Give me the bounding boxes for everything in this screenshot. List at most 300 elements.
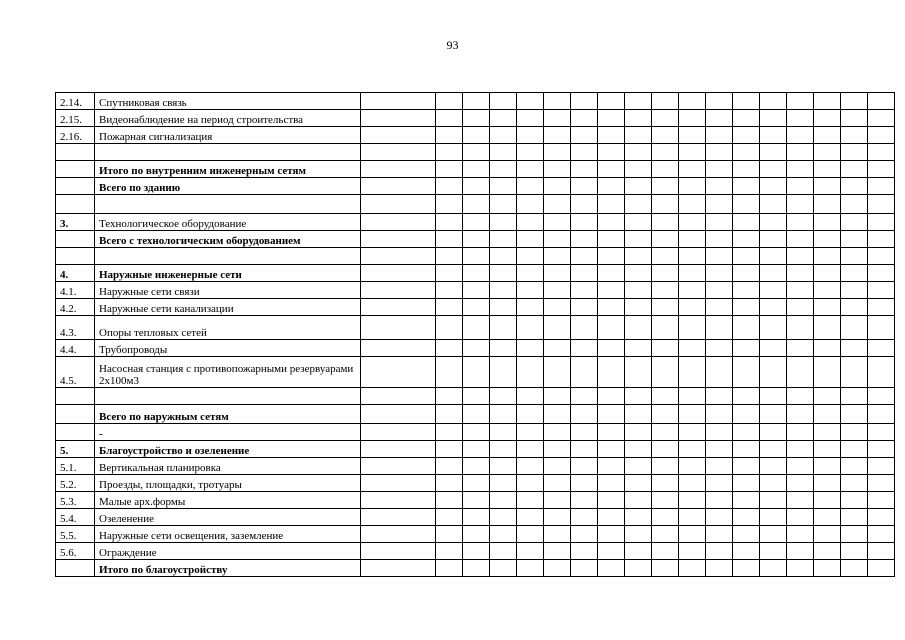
- value-cell: [463, 405, 490, 424]
- value-cell: [490, 127, 517, 144]
- value-cell: [571, 492, 598, 509]
- value-cell: [571, 543, 598, 560]
- value-cell: [544, 424, 571, 441]
- value-cell: [625, 543, 652, 560]
- value-cell: [868, 340, 895, 357]
- value-cell: [706, 526, 733, 543]
- table-row: [56, 214, 895, 231]
- value-cell: [868, 265, 895, 282]
- value-cell: [733, 340, 760, 357]
- value-cell: [679, 388, 706, 405]
- value-cell: [625, 299, 652, 316]
- row-name: [95, 195, 361, 214]
- value-cell: [841, 357, 868, 388]
- row-name: Итого по внутренним инженерным сетям: [95, 161, 361, 178]
- value-cell: [544, 231, 571, 248]
- value-cell: [598, 282, 625, 299]
- row-name: [95, 388, 361, 405]
- value-cell: [544, 144, 571, 161]
- table-row: [56, 405, 895, 424]
- value-cell: [760, 110, 787, 127]
- value-cell: [625, 144, 652, 161]
- value-cell: [361, 265, 436, 282]
- row-number: 4.4.: [56, 340, 95, 357]
- value-cell: [490, 248, 517, 265]
- value-cell: [868, 424, 895, 441]
- value-cell: [463, 214, 490, 231]
- value-cell: [868, 299, 895, 316]
- value-cell: [490, 110, 517, 127]
- value-cell: [814, 526, 841, 543]
- row-name: Спутниковая связь: [95, 93, 361, 110]
- value-cell: [868, 405, 895, 424]
- value-cell: [760, 475, 787, 492]
- value-cell: [436, 475, 463, 492]
- value-cell: [490, 231, 517, 248]
- value-cell: [436, 340, 463, 357]
- value-cell: [517, 388, 544, 405]
- row-number: [56, 161, 95, 178]
- value-cell: [787, 144, 814, 161]
- value-cell: [436, 357, 463, 388]
- value-cell: [361, 509, 436, 526]
- row-name: Всего с технологическим оборудованием: [95, 231, 361, 248]
- value-cell: [598, 340, 625, 357]
- value-cell: [463, 178, 490, 195]
- value-cell: [463, 282, 490, 299]
- value-cell: [679, 231, 706, 248]
- value-cell: [760, 93, 787, 110]
- value-cell: [706, 265, 733, 282]
- value-cell: [361, 195, 436, 214]
- value-cell: [841, 282, 868, 299]
- value-cell: [436, 282, 463, 299]
- value-cell: [814, 214, 841, 231]
- value-cell: [733, 492, 760, 509]
- value-cell: [463, 316, 490, 340]
- value-cell: [733, 299, 760, 316]
- value-cell: [652, 458, 679, 475]
- value-cell: [733, 110, 760, 127]
- value-cell: [652, 127, 679, 144]
- value-cell: [760, 405, 787, 424]
- row-name: Наружные сети связи: [95, 282, 361, 299]
- value-cell: [652, 282, 679, 299]
- value-cell: [760, 316, 787, 340]
- row-number: 5.6.: [56, 543, 95, 560]
- value-cell: [436, 543, 463, 560]
- table-row: [56, 475, 895, 492]
- value-cell: [517, 357, 544, 388]
- value-cell: [760, 526, 787, 543]
- value-cell: [436, 231, 463, 248]
- value-cell: [544, 110, 571, 127]
- table-row: [56, 231, 895, 248]
- value-cell: [436, 441, 463, 458]
- value-cell: [868, 214, 895, 231]
- value-cell: [598, 195, 625, 214]
- value-cell: [652, 178, 679, 195]
- value-cell: [706, 388, 733, 405]
- value-cell: [571, 405, 598, 424]
- value-cell: [490, 316, 517, 340]
- value-cell: [733, 458, 760, 475]
- value-cell: [544, 195, 571, 214]
- value-cell: [571, 458, 598, 475]
- value-cell: [625, 405, 652, 424]
- value-cell: [814, 543, 841, 560]
- row-number: 5.1.: [56, 458, 95, 475]
- value-cell: [463, 195, 490, 214]
- value-cell: [760, 127, 787, 144]
- value-cell: [814, 340, 841, 357]
- value-cell: [787, 492, 814, 509]
- value-cell: [517, 475, 544, 492]
- value-cell: [652, 560, 679, 577]
- value-cell: [679, 458, 706, 475]
- row-name: Технологическое оборудование: [95, 214, 361, 231]
- row-number: 4.3.: [56, 316, 95, 340]
- value-cell: [625, 492, 652, 509]
- value-cell: [760, 560, 787, 577]
- value-cell: [706, 492, 733, 509]
- value-cell: [517, 526, 544, 543]
- value-cell: [868, 231, 895, 248]
- value-cell: [436, 458, 463, 475]
- value-cell: [679, 144, 706, 161]
- value-cell: [679, 316, 706, 340]
- value-cell: [760, 178, 787, 195]
- value-cell: [625, 93, 652, 110]
- value-cell: [787, 248, 814, 265]
- row-name: Наружные сети канализации: [95, 299, 361, 316]
- value-cell: [706, 475, 733, 492]
- value-cell: [625, 248, 652, 265]
- value-cell: [625, 282, 652, 299]
- value-cell: [652, 388, 679, 405]
- value-cell: [436, 214, 463, 231]
- row-name: Опоры тепловых сетей: [95, 316, 361, 340]
- value-cell: [625, 178, 652, 195]
- value-cell: [787, 231, 814, 248]
- value-cell: [733, 93, 760, 110]
- value-cell: [787, 424, 814, 441]
- value-cell: [814, 195, 841, 214]
- value-cell: [517, 458, 544, 475]
- value-cell: [706, 144, 733, 161]
- value-cell: [679, 340, 706, 357]
- value-cell: [571, 340, 598, 357]
- value-cell: [814, 388, 841, 405]
- row-name: Благоустройство и озеленение: [95, 441, 361, 458]
- value-cell: [706, 357, 733, 388]
- value-cell: [517, 231, 544, 248]
- value-cell: [361, 424, 436, 441]
- value-cell: [679, 195, 706, 214]
- value-cell: [760, 458, 787, 475]
- value-cell: [490, 509, 517, 526]
- value-cell: [361, 441, 436, 458]
- value-cell: [814, 357, 841, 388]
- value-cell: [361, 475, 436, 492]
- value-cell: [652, 340, 679, 357]
- value-cell: [679, 214, 706, 231]
- value-cell: [841, 265, 868, 282]
- row-number: 4.5.: [56, 357, 95, 388]
- value-cell: [625, 526, 652, 543]
- value-cell: [463, 424, 490, 441]
- value-cell: [841, 93, 868, 110]
- value-cell: [679, 299, 706, 316]
- value-cell: [598, 248, 625, 265]
- row-number: [56, 231, 95, 248]
- value-cell: [706, 127, 733, 144]
- value-cell: [787, 526, 814, 543]
- value-cell: [868, 492, 895, 509]
- value-cell: [571, 509, 598, 526]
- value-cell: [868, 441, 895, 458]
- table-row: [56, 282, 895, 299]
- value-cell: [598, 509, 625, 526]
- value-cell: [787, 127, 814, 144]
- value-cell: [544, 388, 571, 405]
- table-row: [56, 144, 895, 161]
- value-cell: [679, 543, 706, 560]
- row-name: Озеленение: [95, 509, 361, 526]
- value-cell: [814, 475, 841, 492]
- table-row: [56, 195, 895, 214]
- row-number: [56, 405, 95, 424]
- value-cell: [436, 161, 463, 178]
- value-cell: [490, 265, 517, 282]
- value-cell: [868, 475, 895, 492]
- value-cell: [436, 110, 463, 127]
- value-cell: [571, 93, 598, 110]
- value-cell: [679, 282, 706, 299]
- value-cell: [868, 357, 895, 388]
- value-cell: [733, 509, 760, 526]
- value-cell: [517, 93, 544, 110]
- table-row: [56, 248, 895, 265]
- value-cell: [868, 93, 895, 110]
- value-cell: [361, 526, 436, 543]
- row-number: 4.1.: [56, 282, 95, 299]
- value-cell: [841, 458, 868, 475]
- value-cell: [706, 282, 733, 299]
- row-number: 5.3.: [56, 492, 95, 509]
- value-cell: [706, 560, 733, 577]
- value-cell: [571, 282, 598, 299]
- value-cell: [652, 248, 679, 265]
- value-cell: [814, 178, 841, 195]
- value-cell: [841, 405, 868, 424]
- value-cell: [706, 161, 733, 178]
- value-cell: [652, 161, 679, 178]
- value-cell: [652, 405, 679, 424]
- value-cell: [544, 93, 571, 110]
- value-cell: [841, 388, 868, 405]
- value-cell: [436, 509, 463, 526]
- value-cell: [490, 424, 517, 441]
- value-cell: [625, 424, 652, 441]
- value-cell: [760, 340, 787, 357]
- value-cell: [841, 214, 868, 231]
- value-cell: [571, 110, 598, 127]
- table-row: [56, 492, 895, 509]
- value-cell: [841, 475, 868, 492]
- row-number: [56, 388, 95, 405]
- value-cell: [571, 248, 598, 265]
- row-number: [56, 195, 95, 214]
- value-cell: [760, 161, 787, 178]
- value-cell: [436, 248, 463, 265]
- value-cell: [706, 93, 733, 110]
- value-cell: [868, 178, 895, 195]
- value-cell: [544, 441, 571, 458]
- value-cell: [679, 248, 706, 265]
- value-cell: [625, 161, 652, 178]
- value-cell: [652, 195, 679, 214]
- value-cell: [625, 357, 652, 388]
- row-name: [95, 144, 361, 161]
- value-cell: [787, 161, 814, 178]
- value-cell: [787, 458, 814, 475]
- value-cell: [868, 316, 895, 340]
- table-row: [56, 340, 895, 357]
- value-cell: [733, 441, 760, 458]
- value-cell: [463, 340, 490, 357]
- value-cell: [760, 195, 787, 214]
- value-cell: [625, 127, 652, 144]
- value-cell: [598, 492, 625, 509]
- value-cell: [517, 178, 544, 195]
- value-cell: [787, 543, 814, 560]
- value-cell: [787, 560, 814, 577]
- value-cell: [679, 127, 706, 144]
- value-cell: [598, 214, 625, 231]
- row-number: [56, 560, 95, 577]
- value-cell: [706, 543, 733, 560]
- value-cell: [625, 265, 652, 282]
- value-cell: [814, 509, 841, 526]
- value-cell: [814, 265, 841, 282]
- value-cell: [679, 110, 706, 127]
- value-cell: [706, 231, 733, 248]
- value-cell: [652, 357, 679, 388]
- row-name: Всего по наружным сетям: [95, 405, 361, 424]
- value-cell: [814, 405, 841, 424]
- value-cell: [679, 492, 706, 509]
- value-cell: [361, 299, 436, 316]
- value-cell: [652, 492, 679, 509]
- row-name: Всего по зданию: [95, 178, 361, 195]
- value-cell: [652, 265, 679, 282]
- value-cell: [652, 475, 679, 492]
- value-cell: [436, 178, 463, 195]
- value-cell: [598, 299, 625, 316]
- value-cell: [490, 282, 517, 299]
- value-cell: [361, 388, 436, 405]
- value-cell: [679, 475, 706, 492]
- value-cell: [814, 441, 841, 458]
- value-cell: [814, 299, 841, 316]
- value-cell: [652, 93, 679, 110]
- value-cell: [517, 316, 544, 340]
- value-cell: [841, 248, 868, 265]
- value-cell: [598, 543, 625, 560]
- value-cell: [463, 144, 490, 161]
- value-cell: [598, 265, 625, 282]
- value-cell: [517, 110, 544, 127]
- row-name: Вертикальная планировка: [95, 458, 361, 475]
- value-cell: [490, 93, 517, 110]
- value-cell: [544, 357, 571, 388]
- value-cell: [490, 475, 517, 492]
- value-cell: [787, 195, 814, 214]
- value-cell: [787, 340, 814, 357]
- table-row: [56, 509, 895, 526]
- value-cell: [490, 357, 517, 388]
- value-cell: [436, 299, 463, 316]
- table-row: [56, 93, 895, 110]
- value-cell: [652, 543, 679, 560]
- value-cell: [544, 526, 571, 543]
- value-cell: [706, 509, 733, 526]
- value-cell: [625, 110, 652, 127]
- value-cell: [841, 509, 868, 526]
- value-cell: [679, 509, 706, 526]
- value-cell: [679, 560, 706, 577]
- value-cell: [517, 441, 544, 458]
- value-cell: [841, 195, 868, 214]
- value-cell: [841, 424, 868, 441]
- value-cell: [490, 458, 517, 475]
- value-cell: [760, 282, 787, 299]
- value-cell: [598, 357, 625, 388]
- value-cell: [490, 195, 517, 214]
- value-cell: [463, 357, 490, 388]
- row-number: 2.15.: [56, 110, 95, 127]
- value-cell: [787, 388, 814, 405]
- table-row: [56, 127, 895, 144]
- value-cell: [517, 424, 544, 441]
- table-row: [56, 441, 895, 458]
- value-cell: [544, 458, 571, 475]
- value-cell: [571, 127, 598, 144]
- value-cell: [517, 265, 544, 282]
- value-cell: [517, 248, 544, 265]
- value-cell: [361, 93, 436, 110]
- value-cell: [733, 144, 760, 161]
- value-cell: [544, 282, 571, 299]
- value-cell: [361, 127, 436, 144]
- value-cell: [760, 509, 787, 526]
- value-cell: [733, 178, 760, 195]
- value-cell: [868, 282, 895, 299]
- value-cell: [625, 560, 652, 577]
- value-cell: [598, 405, 625, 424]
- value-cell: [841, 178, 868, 195]
- value-cell: [361, 560, 436, 577]
- table-row: [56, 299, 895, 316]
- value-cell: [463, 475, 490, 492]
- value-cell: [787, 405, 814, 424]
- value-cell: [544, 475, 571, 492]
- value-cell: [436, 316, 463, 340]
- value-cell: [598, 424, 625, 441]
- value-cell: [598, 144, 625, 161]
- value-cell: [706, 195, 733, 214]
